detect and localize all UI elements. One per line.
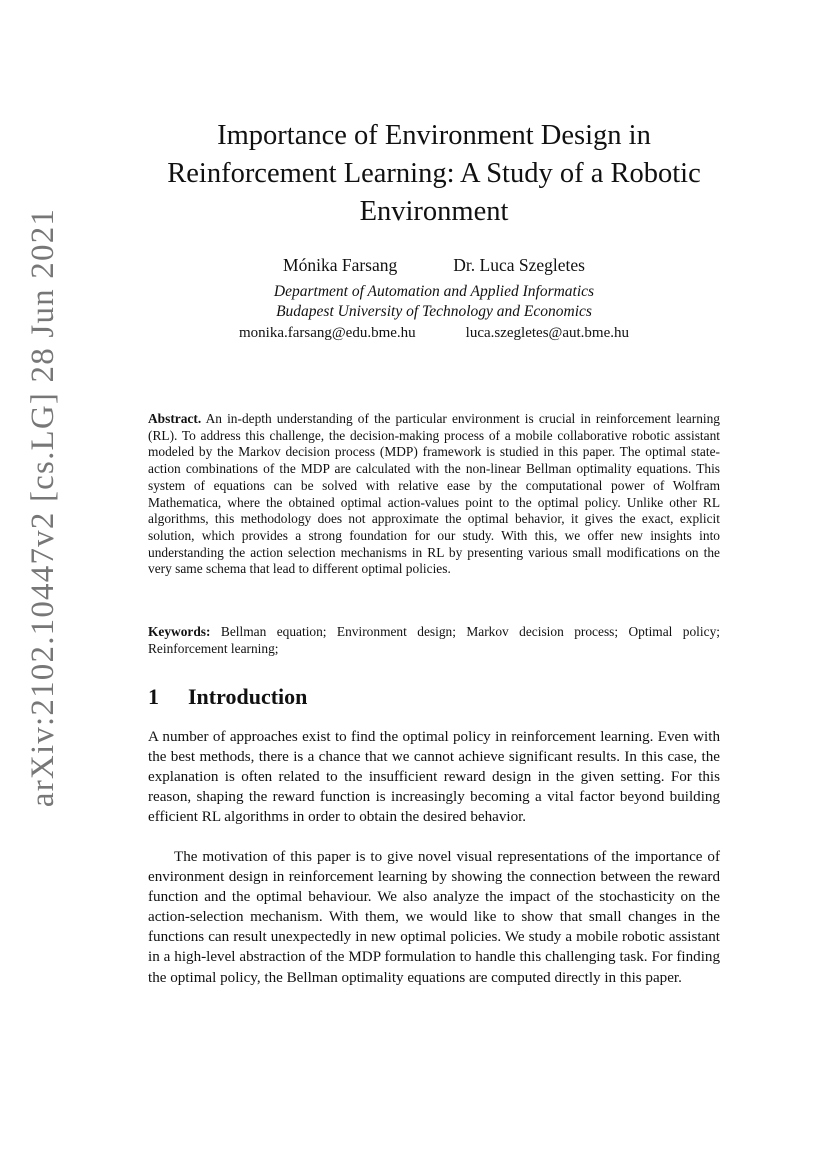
author-name: Dr. Luca Szegletes — [453, 255, 585, 275]
keywords-label: Keywords: — [148, 624, 211, 639]
body-paragraph: The motivation of this paper is to give novel visual representations of the importance of environment design in reinforcement learning by showing the connection between the reward function and the optimal behaviour. We also analyze the impact of the stochasticity on the action-selection mechanism. With them, we would like to show that small changes in the functions can result unexpectedly in new optimal policies. We study a mobile robotic assistant in a high-level abstraction of the MDP formulation to handle this challenging task. For finding the optimal policy, the Bellman optimality equations are computed directly in this paper. — [148, 849, 720, 986]
email-list — [148, 325, 720, 342]
affiliation-department: Department of Automation and Applied Informatics — [273, 283, 595, 300]
keywords — [148, 624, 720, 657]
author-name: Mónika Farsang — [283, 255, 398, 275]
section-number: 1 — [148, 684, 159, 709]
section-heading — [148, 684, 720, 710]
affiliation-university: Budapest University of Technology and Economics — [276, 303, 592, 320]
abstract-label: Abstract. — [148, 411, 202, 426]
abstract — [148, 411, 720, 578]
affiliation — [148, 282, 720, 322]
author-email[interactable]: monika.farsang@edu.bme.hu — [238, 325, 416, 341]
keywords-text: Bellman equation; Environment design; Markov decision process; Optimal policy; Reinforcement learning; — [148, 624, 720, 656]
author-email[interactable]: luca.szegletes@aut.bme.hu — [465, 325, 630, 341]
paper-title: Importance of Environment Design in Reinforcement Learning: A Study of a Robotic Environment — [167, 120, 701, 227]
arxiv-side-stamp — [20, 207, 68, 808]
abstract-text: An in-depth understanding of the particular environment is crucial in reinforcement learning (RL). To address this challenge, the decision-making process of a mobile collaborative robotic assistant modeled by the Markov decision process (MDP) framework is studied in this paper. The optimal state-action combinations of the MDP are calculated with the non-linear Bellman optimality equations. This system of equations can be solved with relative ease by the computational power of Wolfram Mathematica, where the obtained optimal action-values point to the optimal policy. Unlike other RL algorithms, this methodology does not approximate the optimal behavior, it gives the exact, explicit solution, which provides a strong foundation for our study. With this, we offer new insights into understanding the action selection mechanisms in RL by presenting various small modifications on the very same schema that lead to different optimal policies. — [148, 411, 720, 577]
arxiv-identifier: arXiv:2102.10447v2 [cs.LG] 28 Jun 2021 — [25, 207, 62, 808]
author-list — [148, 255, 720, 276]
body-paragraph: A number of approaches exist to find the optimal policy in reinforcement learning. Even with the best methods, there is a chance that we cannot achieve significant results. In this case, the explanation is often related to the insufficient reward design in the given setting. For this reason, shaping the reward function is increasingly becoming a vital factor beyond building efficient RL algorithms in order to obtain the desired behavior. — [148, 729, 720, 826]
section-title: Introduction — [188, 684, 308, 709]
